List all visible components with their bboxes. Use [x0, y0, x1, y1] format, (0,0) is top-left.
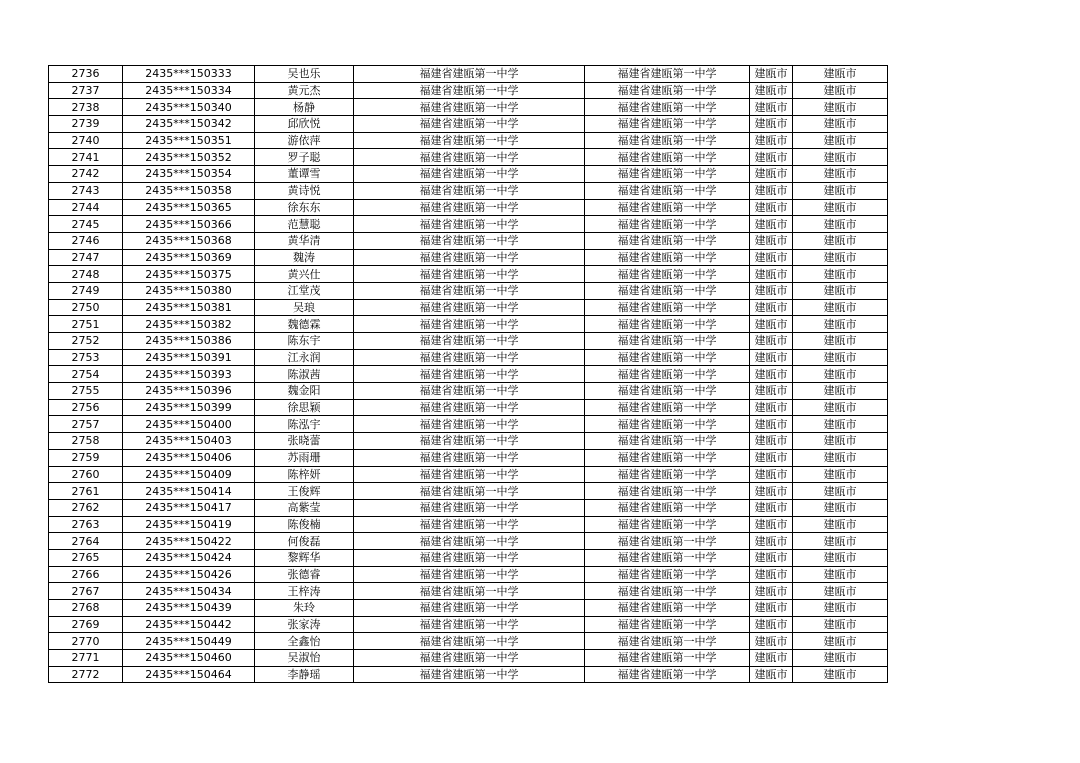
table-row — [49, 116, 888, 133]
school-cell-2: 福建省建瓯第一中学 — [585, 232, 750, 249]
exam-id-cell: 2435***150400 — [123, 416, 255, 433]
table-row — [49, 333, 888, 350]
city-cell: 建瓯市 — [750, 533, 793, 550]
table-row — [49, 349, 888, 366]
exam-id-cell: 2435***150334 — [123, 82, 255, 99]
table-row — [49, 633, 888, 650]
city-cell-2: 建瓯市 — [793, 583, 888, 600]
table-row — [49, 232, 888, 249]
school-cell: 福建省建瓯第一中学 — [354, 249, 585, 266]
exam-id-cell: 2435***150393 — [123, 366, 255, 383]
city-cell: 建瓯市 — [750, 616, 793, 633]
city-cell: 建瓯市 — [750, 299, 793, 316]
city-cell: 建瓯市 — [750, 516, 793, 533]
student-name-cell: 黄诗悦 — [255, 182, 354, 199]
exam-id-cell: 2435***150366 — [123, 216, 255, 233]
school-cell: 福建省建瓯第一中学 — [354, 466, 585, 483]
row-number-cell: 2766 — [49, 566, 123, 583]
city-cell: 建瓯市 — [750, 416, 793, 433]
table-row — [49, 266, 888, 283]
city-cell: 建瓯市 — [750, 349, 793, 366]
table-row — [49, 216, 888, 233]
student-name-cell: 邱欣悦 — [255, 116, 354, 133]
city-cell: 建瓯市 — [750, 383, 793, 400]
school-cell: 福建省建瓯第一中学 — [354, 232, 585, 249]
city-cell: 建瓯市 — [750, 316, 793, 333]
school-cell: 福建省建瓯第一中学 — [354, 166, 585, 183]
school-cell: 福建省建瓯第一中学 — [354, 99, 585, 116]
city-cell: 建瓯市 — [750, 366, 793, 383]
school-cell-2: 福建省建瓯第一中学 — [585, 366, 750, 383]
school-cell: 福建省建瓯第一中学 — [354, 516, 585, 533]
student-name-cell: 罗子聪 — [255, 149, 354, 166]
city-cell-2: 建瓯市 — [793, 666, 888, 683]
school-cell: 福建省建瓯第一中学 — [354, 616, 585, 633]
school-cell-2: 福建省建瓯第一中学 — [585, 616, 750, 633]
row-number-cell: 2736 — [49, 66, 123, 83]
city-cell: 建瓯市 — [750, 216, 793, 233]
school-cell-2: 福建省建瓯第一中学 — [585, 416, 750, 433]
city-cell-2: 建瓯市 — [793, 516, 888, 533]
city-cell-2: 建瓯市 — [793, 549, 888, 566]
school-cell-2: 福建省建瓯第一中学 — [585, 483, 750, 500]
school-cell: 福建省建瓯第一中学 — [354, 633, 585, 650]
exam-id-cell: 2435***150417 — [123, 499, 255, 516]
school-cell: 福建省建瓯第一中学 — [354, 266, 585, 283]
table-row — [49, 149, 888, 166]
table-row — [49, 366, 888, 383]
table-row — [49, 416, 888, 433]
row-number-cell: 2763 — [49, 516, 123, 533]
city-cell-2: 建瓯市 — [793, 333, 888, 350]
city-cell-2: 建瓯市 — [793, 566, 888, 583]
school-cell: 福建省建瓯第一中学 — [354, 66, 585, 83]
student-name-cell: 王梓涛 — [255, 583, 354, 600]
table-row — [49, 566, 888, 583]
city-cell-2: 建瓯市 — [793, 149, 888, 166]
exam-id-cell: 2435***150375 — [123, 266, 255, 283]
city-cell: 建瓯市 — [750, 399, 793, 416]
exam-id-cell: 2435***150380 — [123, 282, 255, 299]
exam-id-cell: 2435***150342 — [123, 116, 255, 133]
exam-id-cell: 2435***150382 — [123, 316, 255, 333]
row-number-cell: 2743 — [49, 182, 123, 199]
school-cell: 福建省建瓯第一中学 — [354, 82, 585, 99]
row-number-cell: 2745 — [49, 216, 123, 233]
school-cell-2: 福建省建瓯第一中学 — [585, 182, 750, 199]
row-number-cell: 2755 — [49, 383, 123, 400]
city-cell-2: 建瓯市 — [793, 466, 888, 483]
exam-id-cell: 2435***150368 — [123, 232, 255, 249]
row-number-cell: 2739 — [49, 116, 123, 133]
row-number-cell: 2761 — [49, 483, 123, 500]
row-number-cell: 2759 — [49, 449, 123, 466]
city-cell: 建瓯市 — [750, 449, 793, 466]
student-name-cell: 魏金阳 — [255, 383, 354, 400]
table-row — [49, 650, 888, 667]
student-name-cell: 江永润 — [255, 349, 354, 366]
table-row — [49, 399, 888, 416]
school-cell-2: 福建省建瓯第一中学 — [585, 316, 750, 333]
city-cell: 建瓯市 — [750, 466, 793, 483]
row-number-cell: 2747 — [49, 249, 123, 266]
student-name-cell: 黄元杰 — [255, 82, 354, 99]
exam-id-cell: 2435***150358 — [123, 182, 255, 199]
exam-id-cell: 2435***150419 — [123, 516, 255, 533]
school-cell-2: 福建省建瓯第一中学 — [585, 383, 750, 400]
exam-id-cell: 2435***150365 — [123, 199, 255, 216]
student-name-cell: 杨静 — [255, 99, 354, 116]
city-cell-2: 建瓯市 — [793, 650, 888, 667]
student-name-cell: 江堂茂 — [255, 282, 354, 299]
student-name-cell: 陈泓宇 — [255, 416, 354, 433]
school-cell-2: 福建省建瓯第一中学 — [585, 583, 750, 600]
school-cell-2: 福建省建瓯第一中学 — [585, 349, 750, 366]
city-cell: 建瓯市 — [750, 600, 793, 617]
row-number-cell: 2762 — [49, 499, 123, 516]
city-cell-2: 建瓯市 — [793, 449, 888, 466]
school-cell-2: 福建省建瓯第一中学 — [585, 549, 750, 566]
exam-id-cell: 2435***150351 — [123, 132, 255, 149]
city-cell: 建瓯市 — [750, 633, 793, 650]
school-cell: 福建省建瓯第一中学 — [354, 333, 585, 350]
table-row — [49, 449, 888, 466]
city-cell-2: 建瓯市 — [793, 600, 888, 617]
city-cell: 建瓯市 — [750, 583, 793, 600]
row-number-cell: 2737 — [49, 82, 123, 99]
student-name-cell: 徐东东 — [255, 199, 354, 216]
school-cell: 福建省建瓯第一中学 — [354, 366, 585, 383]
school-cell: 福建省建瓯第一中学 — [354, 433, 585, 450]
table-row — [49, 516, 888, 533]
school-cell-2: 福建省建瓯第一中学 — [585, 449, 750, 466]
row-number-cell: 2748 — [49, 266, 123, 283]
student-name-cell: 游依萍 — [255, 132, 354, 149]
row-number-cell: 2741 — [49, 149, 123, 166]
table-row — [49, 466, 888, 483]
table-row — [49, 616, 888, 633]
exam-id-cell: 2435***150369 — [123, 249, 255, 266]
student-name-cell: 吴琅 — [255, 299, 354, 316]
school-cell-2: 福建省建瓯第一中学 — [585, 399, 750, 416]
city-cell-2: 建瓯市 — [793, 249, 888, 266]
city-cell-2: 建瓯市 — [793, 116, 888, 133]
table-row — [49, 282, 888, 299]
spreadsheet-page — [48, 65, 888, 683]
row-number-cell: 2754 — [49, 366, 123, 383]
row-number-cell: 2765 — [49, 549, 123, 566]
table-row — [49, 499, 888, 516]
school-cell-2: 福建省建瓯第一中学 — [585, 299, 750, 316]
city-cell-2: 建瓯市 — [793, 266, 888, 283]
city-cell-2: 建瓯市 — [793, 132, 888, 149]
row-number-cell: 2771 — [49, 650, 123, 667]
student-name-cell: 何俊磊 — [255, 533, 354, 550]
school-cell: 福建省建瓯第一中学 — [354, 182, 585, 199]
city-cell-2: 建瓯市 — [793, 483, 888, 500]
exam-id-cell: 2435***150391 — [123, 349, 255, 366]
city-cell-2: 建瓯市 — [793, 616, 888, 633]
row-number-cell: 2767 — [49, 583, 123, 600]
table-row — [49, 549, 888, 566]
school-cell: 福建省建瓯第一中学 — [354, 583, 585, 600]
student-name-cell: 张晓蕾 — [255, 433, 354, 450]
row-number-cell: 2746 — [49, 232, 123, 249]
school-cell-2: 福建省建瓯第一中学 — [585, 333, 750, 350]
student-name-cell: 吴淑怡 — [255, 650, 354, 667]
table-row — [49, 199, 888, 216]
school-cell: 福建省建瓯第一中学 — [354, 349, 585, 366]
exam-id-cell: 2435***150406 — [123, 449, 255, 466]
exam-id-cell: 2435***150434 — [123, 583, 255, 600]
school-cell: 福建省建瓯第一中学 — [354, 149, 585, 166]
table-row — [49, 66, 888, 83]
city-cell: 建瓯市 — [750, 499, 793, 516]
row-number-cell: 2769 — [49, 616, 123, 633]
table-row — [49, 666, 888, 683]
row-number-cell: 2751 — [49, 316, 123, 333]
school-cell-2: 福建省建瓯第一中学 — [585, 516, 750, 533]
row-number-cell: 2750 — [49, 299, 123, 316]
table-row — [49, 182, 888, 199]
school-cell: 福建省建瓯第一中学 — [354, 199, 585, 216]
school-cell: 福建省建瓯第一中学 — [354, 499, 585, 516]
row-number-cell: 2764 — [49, 533, 123, 550]
exam-id-cell: 2435***150422 — [123, 533, 255, 550]
exam-id-cell: 2435***150340 — [123, 99, 255, 116]
city-cell: 建瓯市 — [750, 149, 793, 166]
school-cell-2: 福建省建瓯第一中学 — [585, 282, 750, 299]
student-name-cell: 陈俊楠 — [255, 516, 354, 533]
school-cell-2: 福建省建瓯第一中学 — [585, 66, 750, 83]
city-cell: 建瓯市 — [750, 116, 793, 133]
city-cell: 建瓯市 — [750, 182, 793, 199]
school-cell: 福建省建瓯第一中学 — [354, 449, 585, 466]
school-cell-2: 福建省建瓯第一中学 — [585, 650, 750, 667]
city-cell-2: 建瓯市 — [793, 99, 888, 116]
school-cell: 福建省建瓯第一中学 — [354, 566, 585, 583]
exam-id-cell: 2435***150414 — [123, 483, 255, 500]
school-cell-2: 福建省建瓯第一中学 — [585, 132, 750, 149]
table-row — [49, 299, 888, 316]
table-row — [49, 600, 888, 617]
city-cell-2: 建瓯市 — [793, 416, 888, 433]
school-cell-2: 福建省建瓯第一中学 — [585, 600, 750, 617]
row-number-cell: 2740 — [49, 132, 123, 149]
school-cell: 福建省建瓯第一中学 — [354, 549, 585, 566]
city-cell: 建瓯市 — [750, 333, 793, 350]
table-row — [49, 483, 888, 500]
city-cell: 建瓯市 — [750, 249, 793, 266]
city-cell-2: 建瓯市 — [793, 282, 888, 299]
school-cell-2: 福建省建瓯第一中学 — [585, 216, 750, 233]
city-cell: 建瓯市 — [750, 549, 793, 566]
row-number-cell: 2752 — [49, 333, 123, 350]
city-cell: 建瓯市 — [750, 66, 793, 83]
city-cell: 建瓯市 — [750, 282, 793, 299]
student-name-cell: 李静瑶 — [255, 666, 354, 683]
exam-id-cell: 2435***150439 — [123, 600, 255, 617]
school-cell: 福建省建瓯第一中学 — [354, 533, 585, 550]
student-name-cell: 全鑫怡 — [255, 633, 354, 650]
school-cell: 福建省建瓯第一中学 — [354, 399, 585, 416]
student-name-cell: 董谭雪 — [255, 166, 354, 183]
student-name-cell: 王俊辉 — [255, 483, 354, 500]
row-number-cell: 2770 — [49, 633, 123, 650]
exam-id-cell: 2435***150442 — [123, 616, 255, 633]
school-cell: 福建省建瓯第一中学 — [354, 416, 585, 433]
exam-id-cell: 2435***150386 — [123, 333, 255, 350]
school-cell-2: 福建省建瓯第一中学 — [585, 666, 750, 683]
student-name-cell: 黎辉华 — [255, 549, 354, 566]
city-cell-2: 建瓯市 — [793, 533, 888, 550]
city-cell-2: 建瓯市 — [793, 399, 888, 416]
school-cell-2: 福建省建瓯第一中学 — [585, 116, 750, 133]
row-number-cell: 2768 — [49, 600, 123, 617]
student-name-cell: 张家涛 — [255, 616, 354, 633]
school-cell-2: 福建省建瓯第一中学 — [585, 82, 750, 99]
city-cell-2: 建瓯市 — [793, 232, 888, 249]
table-row — [49, 166, 888, 183]
school-cell: 福建省建瓯第一中学 — [354, 650, 585, 667]
exam-id-cell: 2435***150399 — [123, 399, 255, 416]
city-cell: 建瓯市 — [750, 650, 793, 667]
city-cell: 建瓯市 — [750, 99, 793, 116]
city-cell-2: 建瓯市 — [793, 82, 888, 99]
table-row — [49, 316, 888, 333]
school-cell-2: 福建省建瓯第一中学 — [585, 466, 750, 483]
table-row — [49, 82, 888, 99]
row-number-cell: 2757 — [49, 416, 123, 433]
table-row — [49, 583, 888, 600]
school-cell: 福建省建瓯第一中学 — [354, 483, 585, 500]
exam-id-cell: 2435***150449 — [123, 633, 255, 650]
student-name-cell: 黄兴仕 — [255, 266, 354, 283]
student-name-cell: 苏雨珊 — [255, 449, 354, 466]
student-name-cell: 吴也乐 — [255, 66, 354, 83]
school-cell-2: 福建省建瓯第一中学 — [585, 249, 750, 266]
student-name-cell: 高紫莹 — [255, 499, 354, 516]
city-cell: 建瓯市 — [750, 199, 793, 216]
exam-id-cell: 2435***150354 — [123, 166, 255, 183]
school-cell-2: 福建省建瓯第一中学 — [585, 499, 750, 516]
city-cell-2: 建瓯市 — [793, 366, 888, 383]
row-number-cell: 2772 — [49, 666, 123, 683]
school-cell: 福建省建瓯第一中学 — [354, 132, 585, 149]
city-cell-2: 建瓯市 — [793, 316, 888, 333]
row-number-cell: 2758 — [49, 433, 123, 450]
table-row — [49, 249, 888, 266]
school-cell-2: 福建省建瓯第一中学 — [585, 199, 750, 216]
table-body — [49, 66, 888, 683]
student-name-cell: 陈梓妍 — [255, 466, 354, 483]
city-cell: 建瓯市 — [750, 566, 793, 583]
exam-id-cell: 2435***150352 — [123, 149, 255, 166]
school-cell-2: 福建省建瓯第一中学 — [585, 266, 750, 283]
school-cell-2: 福建省建瓯第一中学 — [585, 99, 750, 116]
city-cell: 建瓯市 — [750, 232, 793, 249]
exam-id-cell: 2435***150381 — [123, 299, 255, 316]
school-cell-2: 福建省建瓯第一中学 — [585, 149, 750, 166]
city-cell-2: 建瓯市 — [793, 216, 888, 233]
city-cell-2: 建瓯市 — [793, 433, 888, 450]
city-cell-2: 建瓯市 — [793, 299, 888, 316]
school-cell: 福建省建瓯第一中学 — [354, 600, 585, 617]
student-name-cell: 魏德霖 — [255, 316, 354, 333]
exam-id-cell: 2435***150403 — [123, 433, 255, 450]
table-row — [49, 383, 888, 400]
school-cell-2: 福建省建瓯第一中学 — [585, 633, 750, 650]
city-cell-2: 建瓯市 — [793, 199, 888, 216]
student-list-table — [48, 65, 888, 683]
school-cell: 福建省建瓯第一中学 — [354, 116, 585, 133]
exam-id-cell: 2435***150424 — [123, 549, 255, 566]
city-cell-2: 建瓯市 — [793, 66, 888, 83]
city-cell-2: 建瓯市 — [793, 499, 888, 516]
student-name-cell: 黄华清 — [255, 232, 354, 249]
city-cell: 建瓯市 — [750, 433, 793, 450]
exam-id-cell: 2435***150396 — [123, 383, 255, 400]
city-cell-2: 建瓯市 — [793, 383, 888, 400]
row-number-cell: 2760 — [49, 466, 123, 483]
school-cell: 福建省建瓯第一中学 — [354, 216, 585, 233]
city-cell-2: 建瓯市 — [793, 166, 888, 183]
student-name-cell: 张德睿 — [255, 566, 354, 583]
table-row — [49, 132, 888, 149]
school-cell: 福建省建瓯第一中学 — [354, 299, 585, 316]
school-cell: 福建省建瓯第一中学 — [354, 383, 585, 400]
exam-id-cell: 2435***150333 — [123, 66, 255, 83]
city-cell: 建瓯市 — [750, 666, 793, 683]
table-row — [49, 433, 888, 450]
school-cell: 福建省建瓯第一中学 — [354, 282, 585, 299]
row-number-cell: 2744 — [49, 199, 123, 216]
school-cell-2: 福建省建瓯第一中学 — [585, 566, 750, 583]
exam-id-cell: 2435***150426 — [123, 566, 255, 583]
row-number-cell: 2756 — [49, 399, 123, 416]
student-name-cell: 徐思颖 — [255, 399, 354, 416]
city-cell: 建瓯市 — [750, 483, 793, 500]
row-number-cell: 2738 — [49, 99, 123, 116]
exam-id-cell: 2435***150409 — [123, 466, 255, 483]
student-name-cell: 范慧聪 — [255, 216, 354, 233]
student-name-cell: 陈东宇 — [255, 333, 354, 350]
school-cell: 福建省建瓯第一中学 — [354, 666, 585, 683]
student-name-cell: 陈淑茜 — [255, 366, 354, 383]
school-cell-2: 福建省建瓯第一中学 — [585, 166, 750, 183]
city-cell: 建瓯市 — [750, 166, 793, 183]
row-number-cell: 2742 — [49, 166, 123, 183]
city-cell-2: 建瓯市 — [793, 182, 888, 199]
city-cell: 建瓯市 — [750, 82, 793, 99]
exam-id-cell: 2435***150464 — [123, 666, 255, 683]
student-name-cell: 朱玲 — [255, 600, 354, 617]
row-number-cell: 2753 — [49, 349, 123, 366]
school-cell-2: 福建省建瓯第一中学 — [585, 533, 750, 550]
table-row — [49, 533, 888, 550]
exam-id-cell: 2435***150460 — [123, 650, 255, 667]
city-cell-2: 建瓯市 — [793, 633, 888, 650]
school-cell: 福建省建瓯第一中学 — [354, 316, 585, 333]
city-cell-2: 建瓯市 — [793, 349, 888, 366]
row-number-cell: 2749 — [49, 282, 123, 299]
table-row — [49, 99, 888, 116]
city-cell: 建瓯市 — [750, 266, 793, 283]
school-cell-2: 福建省建瓯第一中学 — [585, 433, 750, 450]
student-name-cell: 魏涛 — [255, 249, 354, 266]
city-cell: 建瓯市 — [750, 132, 793, 149]
